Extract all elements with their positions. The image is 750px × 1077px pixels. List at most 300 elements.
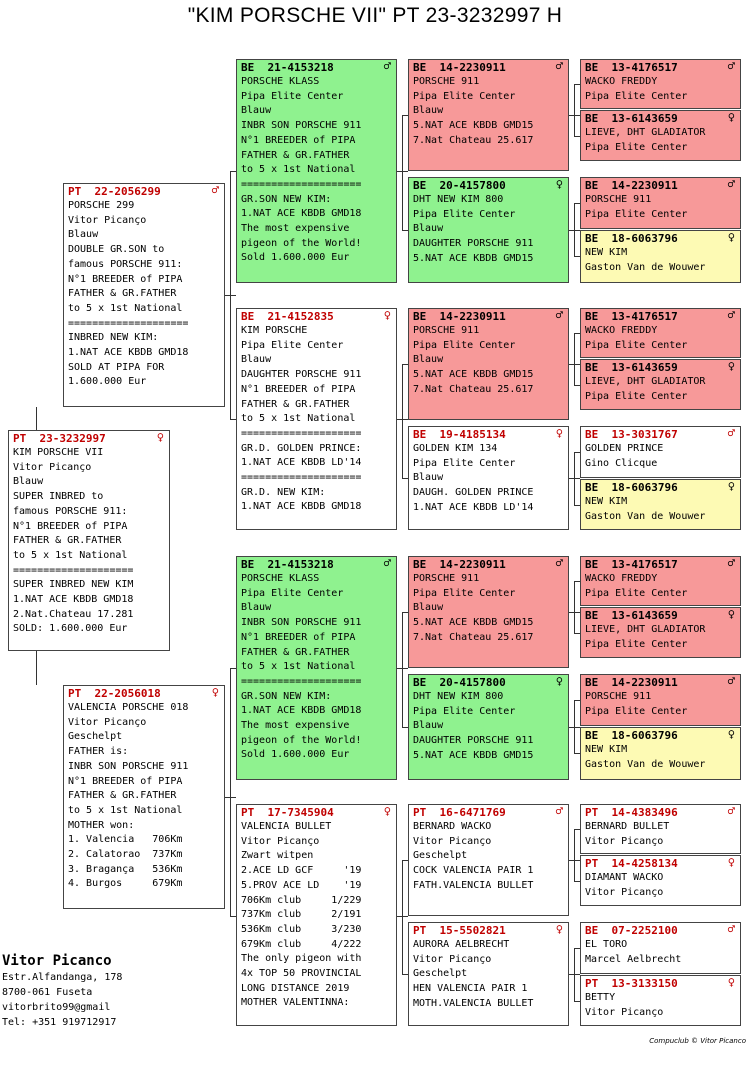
info-line: ==================== [241, 427, 362, 439]
ring-text: PT 15-5502821 [413, 924, 506, 937]
info-line: WACKO FREDDY [585, 573, 658, 584]
ring-number [237, 60, 396, 74]
ring-number [581, 111, 740, 125]
info-line: Pipa Elite Center [241, 339, 344, 351]
info-line: Vitor Picanço [585, 886, 664, 898]
pigeon-card [580, 727, 741, 780]
info-line: 2. Calatorao 737Km [68, 849, 183, 861]
info-line: N°1 BREEDER of PIPA [241, 631, 356, 643]
ring-number [581, 360, 740, 374]
info-line: DAUGHTER PORSCHE 911 [413, 735, 534, 747]
connector-line [36, 651, 37, 685]
info-line: PORSCHE 911 [413, 573, 480, 584]
pigeon-info [581, 125, 740, 155]
info-line: EL TORO [585, 939, 628, 950]
pigeon-info [581, 74, 740, 104]
info-line: Vitor Picanço [413, 835, 492, 847]
info-line: 1.NAT ACE KBDB GMD18 [241, 501, 362, 513]
info-line: Blauw [241, 602, 272, 614]
info-line: SOLD AT PIPA FOR [68, 361, 165, 373]
pigeon-info [581, 571, 740, 601]
pigeon-info [581, 374, 740, 404]
pigeon-info [237, 819, 396, 1011]
pigeon-info [581, 819, 740, 849]
info-line: to 5 x 1st National [13, 549, 128, 561]
info-line: 5.PROV ACE LD '19 [241, 879, 362, 891]
pigeon-card [236, 59, 397, 283]
female-symbol-icon: ♀ [727, 479, 735, 493]
male-symbol-icon: ♂ [727, 674, 735, 688]
breeder-name: Vitor Picanco [2, 953, 112, 969]
ring-text: BE 14-2230911 [585, 179, 678, 192]
ring-text: BE 20-4157800 [413, 179, 506, 192]
breeder-signature [2, 952, 122, 1030]
pigeon-card [408, 674, 569, 780]
ring-number [581, 231, 740, 245]
info-line: Geschelpt [68, 731, 123, 743]
ring-number [581, 923, 740, 937]
info-line: GOLDEN KIM 134 [413, 443, 498, 454]
info-line: SUPER INBRED to [13, 491, 104, 503]
info-line: NEW KIM [585, 247, 628, 258]
female-symbol-icon: ♀ [727, 359, 735, 373]
info-line: WACKO FREDDY [585, 76, 658, 87]
ring-text: PT 13-3133150 [585, 977, 678, 990]
info-line: DIAMANT WACKO [585, 872, 664, 883]
pigeon-info [409, 192, 568, 267]
male-symbol-icon: ♂ [727, 308, 735, 322]
ring-number [581, 480, 740, 494]
breeder-address-line: Estr.Alfandanga, 178 [2, 972, 123, 983]
info-line: Pipa Elite Center [413, 587, 516, 599]
connector-line [230, 668, 231, 916]
pigeon-info [409, 937, 568, 1012]
pigeon-card [580, 110, 741, 161]
ring-number [581, 805, 740, 819]
ring-text: BE 14-2230911 [413, 558, 506, 571]
info-line: Pipa Elite Center [413, 705, 516, 717]
info-line: 1.NAT ACE KBDB GMD18 [241, 208, 362, 220]
info-line: Gino Clicque [585, 457, 658, 469]
info-line: Sold 1.600.000 Eur [241, 749, 350, 761]
pigeon-info [581, 870, 740, 900]
info-line: to 5 x 1st National [241, 661, 356, 673]
info-line: Vitor Picanço [13, 461, 92, 473]
pigeon-card [580, 607, 741, 658]
info-line: MOTHER won: [68, 819, 135, 831]
pigeon-info [409, 323, 568, 398]
info-line: COCK VALENCIA PAIR 1 [413, 865, 534, 877]
pigeon-card [580, 674, 741, 726]
ring-number [409, 805, 568, 819]
info-line: Pipa Elite Center [585, 390, 688, 402]
info-line: LONG DISTANCE 2019 [241, 982, 350, 994]
ring-text: PT 23-3232997 [13, 432, 106, 445]
info-line: Pipa Elite Center [585, 587, 688, 599]
info-line: Sold 1.600.000 Eur [241, 252, 350, 264]
ring-number [409, 309, 568, 323]
ring-text: BE 14-2230911 [585, 676, 678, 689]
info-line: pigeon of the World! [241, 734, 362, 746]
info-line: Pipa Elite Center [585, 705, 688, 717]
info-line: 4x TOP 50 PROVINCIAL [241, 968, 362, 980]
female-symbol-icon: ♀ [211, 685, 219, 699]
ring-number [409, 178, 568, 192]
info-line: 679Km club 4/222 [241, 938, 362, 950]
info-line: INBRED NEW KIM: [68, 332, 159, 344]
info-line: ==================== [68, 317, 189, 329]
ring-number [237, 557, 396, 571]
pigeon-card [580, 359, 741, 410]
info-line: GR.D. NEW KIM: [241, 486, 326, 498]
footer-credit: Compuclub © Vitor Picanco [649, 1037, 746, 1045]
info-line: Vitor Picanço [585, 1006, 664, 1018]
info-line: INBR SON PORSCHE 911 [241, 617, 362, 629]
male-symbol-icon: ♂ [383, 556, 391, 570]
ring-text: BE 14-2230911 [413, 310, 506, 323]
info-line: BERNARD WACKO [413, 821, 492, 832]
ring-number [581, 728, 740, 742]
pigeon-card [236, 308, 397, 530]
info-line: famous PORSCHE 911: [13, 505, 128, 517]
connector-line [402, 612, 403, 727]
info-line: WACKO FREDDY [585, 325, 658, 336]
info-line: The most expensive [241, 223, 350, 235]
info-line: Geschelpt [413, 850, 468, 862]
pigeon-card [580, 479, 741, 530]
female-symbol-icon: ♀ [727, 110, 735, 124]
pigeon-card [408, 426, 569, 530]
ring-text: BE 14-2230911 [413, 61, 506, 74]
pigeon-card [408, 308, 569, 420]
info-line: INBR SON PORSCHE 911 [241, 120, 362, 132]
info-line: 7.Nat Chateau 25.617 [413, 134, 534, 146]
info-line: FATHER is: [68, 746, 129, 758]
ring-text: BE 19-4185134 [413, 428, 506, 441]
breeder-email: vitorbrito99@gmail [2, 1002, 111, 1013]
pigeon-card [236, 556, 397, 780]
male-symbol-icon: ♂ [727, 177, 735, 191]
info-line: 5.NAT ACE KBDB GMD15 [413, 369, 534, 381]
pigeon-info [409, 689, 568, 764]
info-line: PORSCHE 299 [68, 200, 135, 211]
info-line: The only pigeon with [241, 953, 362, 965]
info-line: GOLDEN PRINCE [585, 443, 664, 454]
info-line: GR.SON NEW KIM: [241, 690, 332, 702]
ring-number [581, 60, 740, 74]
connector-line [574, 581, 575, 633]
ring-number [237, 805, 396, 819]
ring-number [581, 427, 740, 441]
ring-text: BE 21-4152835 [241, 310, 334, 323]
info-line: SOLD: 1.600.000 Eur [13, 623, 128, 635]
ring-text: PT 16-6471769 [413, 806, 506, 819]
female-symbol-icon: ♀ [156, 430, 164, 444]
pigeon-info [581, 990, 740, 1020]
pigeon-card [580, 804, 741, 854]
pigeon-info [581, 689, 740, 719]
info-line: 706Km club 1/229 [241, 894, 362, 906]
info-line: Vitor Picanço [68, 716, 147, 728]
connector-line [36, 407, 37, 430]
info-line: Blauw [413, 105, 444, 117]
male-symbol-icon: ♂ [555, 308, 563, 322]
breeder-phone: Tel: +351 919712917 [2, 1017, 117, 1028]
info-line: PORSCHE 911 [413, 76, 480, 87]
pigeon-card [408, 922, 569, 1026]
info-line: N°1 BREEDER of PIPA [68, 273, 183, 285]
ring-text: BE 13-4176517 [585, 558, 678, 571]
ring-text: BE 07-2252100 [585, 924, 678, 937]
ring-number [409, 427, 568, 441]
pigeon-info [409, 571, 568, 646]
info-line: to 5 x 1st National [68, 302, 183, 314]
info-line: NEW KIM [585, 496, 628, 507]
info-line: GR.SON NEW KIM: [241, 193, 332, 205]
info-line: ==================== [13, 564, 134, 576]
info-line: 2.ACE LD GCF '19 [241, 865, 362, 877]
info-line: 5.NAT ACE KBDB GMD15 [413, 617, 534, 629]
info-line: 5.NAT ACE KBDB GMD15 [413, 252, 534, 264]
pigeon-card [408, 556, 569, 668]
ring-text: BE 18-6063796 [585, 232, 678, 245]
connector-line [402, 115, 403, 230]
info-line: ==================== [241, 472, 362, 484]
pigeon-card [408, 59, 569, 171]
pigeon-info [581, 622, 740, 652]
pigeon-card [8, 430, 170, 651]
info-line: DHT NEW KIM 800 [413, 194, 504, 205]
info-line: Pipa Elite Center [413, 457, 516, 469]
info-line: DOUBLE GR.SON to [68, 244, 165, 256]
info-line: KIM PORSCHE [241, 325, 308, 336]
female-symbol-icon: ♀ [727, 727, 735, 741]
info-line: BERNARD BULLET [585, 821, 670, 832]
info-line: 1.NAT ACE KBDB GMD18 [68, 347, 189, 359]
female-symbol-icon: ♀ [555, 922, 563, 936]
info-line: Gaston Van de Wouwer [585, 261, 706, 273]
info-line: 737Km club 2/191 [241, 909, 362, 921]
ring-text: BE 20-4157800 [413, 676, 506, 689]
info-line: Vitor Picanço [241, 835, 320, 847]
ring-number [581, 557, 740, 571]
info-line: Vitor Picanço [585, 835, 664, 847]
male-symbol-icon: ♂ [727, 804, 735, 818]
info-line: FATHER & GR.FATHER [68, 790, 177, 802]
info-line: Pipa Elite Center [585, 208, 688, 220]
info-line: FATHER & GR.FATHER [241, 646, 350, 658]
ring-text: BE 13-4176517 [585, 310, 678, 323]
pigeon-card [408, 804, 569, 916]
info-line: pigeon of the World! [241, 237, 362, 249]
info-line: 7.Nat Chateau 25.617 [413, 631, 534, 643]
info-line: DAUGH. GOLDEN PRINCE [413, 487, 534, 499]
male-symbol-icon: ♂ [727, 426, 735, 440]
pigeon-card [63, 183, 225, 407]
connector-line [574, 829, 575, 881]
info-line: The most expensive [241, 720, 350, 732]
info-line: 1.NAT ACE KBDB LD'14 [241, 457, 362, 469]
pigeon-info [409, 441, 568, 516]
info-line: 7.Nat Chateau 25.617 [413, 383, 534, 395]
info-line: Pipa Elite Center [585, 90, 688, 102]
ring-number [581, 309, 740, 323]
ring-number [9, 431, 169, 445]
connector-line [574, 452, 575, 505]
pigeon-info [581, 742, 740, 772]
pigeon-card [580, 922, 741, 974]
info-line: PORSCHE KLASS [241, 573, 320, 584]
ring-number [237, 309, 396, 323]
pigeon-card [580, 177, 741, 229]
info-line: DAUGHTER PORSCHE 911 [413, 238, 534, 250]
info-line: Blauw [241, 105, 272, 117]
info-line: 1.NAT ACE KBDB GMD18 [241, 705, 362, 717]
info-line: 1.NAT ACE KBDB GMD18 [13, 594, 134, 606]
info-line: N°1 BREEDER of PIPA [13, 520, 128, 532]
info-line: HEN VALENCIA PAIR 1 [413, 983, 528, 995]
info-line: 4. Burgos 679Km [68, 878, 183, 890]
info-line: to 5 x 1st National [241, 164, 356, 176]
info-line: Pipa Elite Center [585, 638, 688, 650]
page-title: "KIM PORSCHE VII" PT 23-3232997 H [187, 4, 563, 27]
female-symbol-icon: ♀ [555, 426, 563, 440]
female-symbol-icon: ♀ [727, 855, 735, 869]
info-line: FATHER & GR.FATHER [241, 398, 350, 410]
pigeon-card [580, 308, 741, 358]
ring-text: BE 21-4153218 [241, 558, 334, 571]
info-line: 5.NAT ACE KBDB GMD15 [413, 749, 534, 761]
info-line: N°1 BREEDER of PIPA [68, 775, 183, 787]
ring-text: PT 14-4383496 [585, 806, 678, 819]
connector-line [402, 364, 403, 478]
info-line: Pipa Elite Center [413, 90, 516, 102]
ring-number [409, 557, 568, 571]
female-symbol-icon: ♀ [383, 308, 391, 322]
ring-text: PT 14-4258134 [585, 857, 678, 870]
info-line: 3. Bragança 536Km [68, 863, 183, 875]
ring-text: PT 22-2056018 [68, 687, 161, 700]
info-line: Blauw [68, 229, 99, 241]
connector-line [574, 333, 575, 385]
connector-line [574, 700, 575, 753]
info-line: Geschelpt [413, 968, 468, 980]
info-line: LIEVE, DHT GLADIATOR [585, 376, 706, 387]
info-line: FATHER & GR.FATHER [13, 535, 122, 547]
info-line: Pipa Elite Center [585, 339, 688, 351]
info-line: Pipa Elite Center [585, 141, 688, 153]
info-line: N°1 BREEDER of PIPA [241, 134, 356, 146]
info-line: Blauw [413, 602, 444, 614]
info-line: Pipa Elite Center [241, 587, 344, 599]
female-symbol-icon: ♀ [383, 804, 391, 818]
ring-number [581, 976, 740, 990]
info-line: MOTH.VALENCIA BULLET [413, 997, 534, 1009]
info-line: Blauw [241, 354, 272, 366]
pigeon-card [580, 59, 741, 109]
ring-text: BE 18-6063796 [585, 729, 678, 742]
info-line: N°1 BREEDER of PIPA [241, 383, 356, 395]
ring-number [581, 178, 740, 192]
info-line: VALENCIA BULLET [241, 821, 332, 832]
info-line: Blauw [413, 472, 444, 484]
info-line: Pipa Elite Center [413, 339, 516, 351]
pigeon-info [581, 441, 740, 471]
male-symbol-icon: ♂ [555, 59, 563, 73]
info-line: GR.D. GOLDEN PRINCE: [241, 442, 362, 454]
pigeon-info [581, 323, 740, 353]
pigeon-info [9, 445, 169, 637]
ring-number [409, 60, 568, 74]
pigeon-card [580, 426, 741, 478]
info-line: FATHER & GR.FATHER [68, 288, 177, 300]
male-symbol-icon: ♂ [383, 59, 391, 73]
info-line: 1. Valencia 706Km [68, 834, 183, 846]
male-symbol-icon: ♂ [211, 183, 219, 197]
pigeon-info [237, 323, 396, 515]
pigeon-card [580, 855, 741, 906]
pigeon-info [409, 74, 568, 149]
info-line: PORSCHE 911 [585, 691, 652, 702]
pigeon-info [64, 198, 224, 390]
info-line: ==================== [241, 675, 362, 687]
info-line: famous PORSCHE 911: [68, 258, 183, 270]
pigeon-card [580, 230, 741, 283]
female-symbol-icon: ♀ [555, 177, 563, 191]
connector-line [574, 84, 575, 136]
pigeon-card [63, 685, 225, 909]
female-symbol-icon: ♀ [727, 230, 735, 244]
ring-text: BE 13-3031767 [585, 428, 678, 441]
pigeon-info [581, 245, 740, 275]
ring-text: BE 13-6143659 [585, 609, 678, 622]
info-line: Marcel Aelbrecht [585, 953, 682, 965]
info-line: Vitor Picanço [68, 214, 147, 226]
info-line: to 5 x 1st National [68, 804, 183, 816]
male-symbol-icon: ♂ [727, 59, 735, 73]
ring-text: BE 21-4153218 [241, 61, 334, 74]
info-line: Pipa Elite Center [413, 208, 516, 220]
pigeon-info [581, 937, 740, 967]
info-line: VALENCIA PORSCHE 018 [68, 702, 189, 713]
pigeon-info [237, 74, 396, 266]
female-symbol-icon: ♀ [555, 674, 563, 688]
info-line: AURORA AELBRECHT [413, 939, 510, 950]
info-line: PORSCHE KLASS [241, 76, 320, 87]
info-line: Blauw [413, 223, 444, 235]
info-line: to 5 x 1st National [241, 413, 356, 425]
connector-line [402, 860, 403, 974]
info-line: 1.600.000 Eur [68, 376, 147, 388]
info-line: KIM PORSCHE VII [13, 447, 104, 458]
male-symbol-icon: ♂ [555, 804, 563, 818]
male-symbol-icon: ♂ [727, 556, 735, 570]
pigeon-card [236, 804, 397, 1026]
info-line: ==================== [241, 178, 362, 190]
ring-text: BE 13-6143659 [585, 361, 678, 374]
ring-number [581, 675, 740, 689]
info-line: 1.NAT ACE KBDB LD'14 [413, 501, 534, 513]
info-line: Pipa Elite Center [241, 90, 344, 102]
info-line: NEW KIM [585, 744, 628, 755]
pigeon-info [581, 494, 740, 524]
pigeon-info [409, 819, 568, 894]
info-line: PORSCHE 911 [585, 194, 652, 205]
pigeon-info [237, 571, 396, 763]
pigeon-info [581, 192, 740, 222]
female-symbol-icon: ♀ [727, 607, 735, 621]
male-symbol-icon: ♂ [727, 922, 735, 936]
